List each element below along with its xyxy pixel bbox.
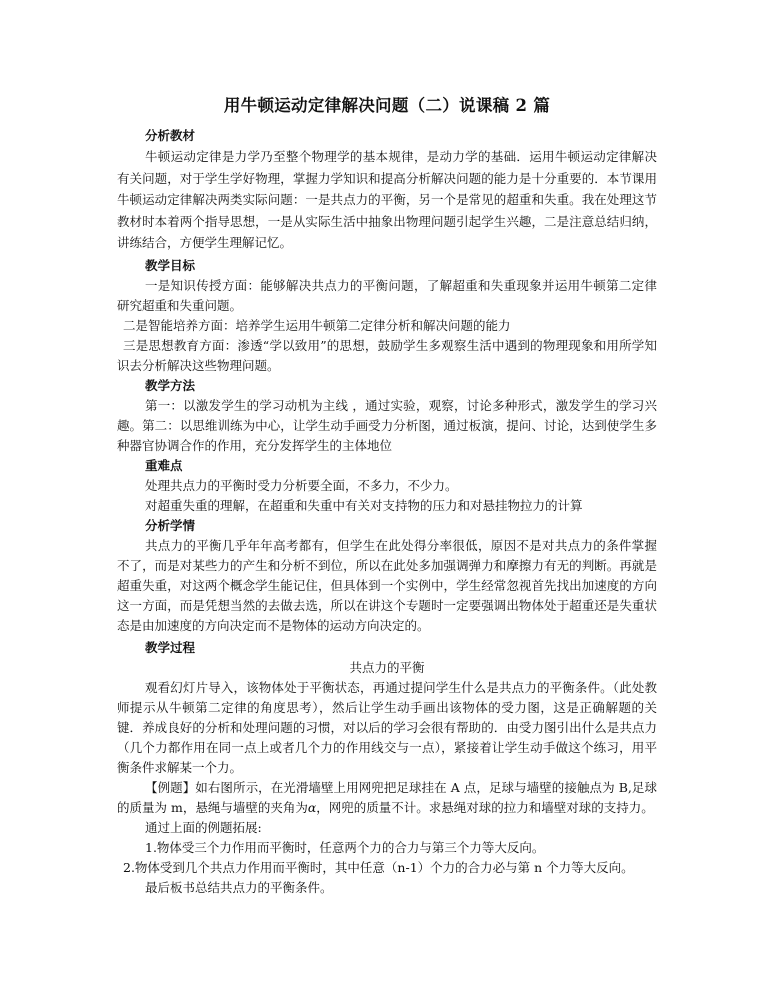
subsection-title: 共点力的平衡: [349, 659, 425, 675]
alpha-symbol: α: [307, 799, 317, 815]
document-page: [117, 92, 657, 898]
section-title-methods: 教学方法: [145, 377, 196, 393]
section-title-goals: 教学目标: [145, 257, 196, 273]
example-text: 【例题】如右图所示，在光滑墙壁上用网兜把足球挂在 A 点，足球与墙壁的接触点为 B,足球的质量为 m，悬绳与墙壁的夹角为: [117, 779, 657, 815]
paragraph: 二是智能培养方面：培养学生运用牛顿第二定律分析和解决问题的能力: [123, 317, 511, 333]
section-title-analysis: 分析教材: [145, 128, 196, 143]
paragraph: 对超重失重的理解，在超重和失重中有关对支持物的压力和对悬挂物拉力的计算: [145, 497, 583, 513]
document-title: 用牛顿运动定律解决问题（二）说课稿 2 篇: [223, 96, 551, 115]
paragraph: 一是知识传授方面：能够解决共点力的平衡问题，了解超重和失重现象并运用牛顿第二定律研究超重和失重问题。: [117, 277, 657, 313]
list-item: 1.物体受三个力作用而平衡时，任意两个力的合力与第三个力等大反向。: [145, 839, 545, 855]
paragraph: 观看幻灯片导入，该物体处于平衡状态，再通过提问学生什么是共点力的平衡条件。（此处教师提示从牛顿第二定律的角度思考），然后让学生动手画出该物体的受力图，这是正确解题的关键．养成良好的分析和处理问题的习惯，对以后的学习会很有帮助的．由受力图引出什么是共点力（几个力都作用在同一点上或者几个力的作用线交与一点），紧接着让学生动手做这个练习，用平衡条件求解某一个力。: [117, 679, 657, 775]
section-title-students: 分析学情: [145, 517, 196, 533]
example-text-end: ，网兜的质量不计。求悬绳对球的拉力和墙壁对球的支持力。: [316, 799, 654, 815]
list-item: 2.物体受到几个共点力作用而平衡时，其中任意（n-1）个力的合力必与第 n 个力等大反向。: [123, 859, 634, 875]
section-title-key-points: 重难点: [145, 457, 183, 473]
section-title-process: 教学过程: [145, 639, 196, 655]
paragraph: 通过上面的例题拓展:: [145, 819, 262, 835]
paragraph: 共点力的平衡几乎年年高考都有，但学生在此处得分率很低，原因不是对共点力的条件掌握不了，而是对某些力的产生和分析不到位，所以在此处多加强调弹力和摩擦力有无的判断。再就是超重失重，对这两个概念学生能记住，但具体到一个实例中，学生经常忽视首先找出加速度的方向这一方面，而是凭想当然的去做去选，所以在讲这个专题时一定要强调出物体处于超重还是失重状态是由加速度的方向决定而不是物体的运动方向决定的。: [117, 537, 657, 633]
example-paragraph: [117, 778, 657, 818]
paragraph: 第一：以激发学生的学习动机为主线 ，通过实验，观察，讨论多种形式，激发学生的学习兴趣。第二：以思维训练为中心，让学生动手画受力分析图，通过板演，提问、讨论，达到使学生多种器官协调合作的作用，充分发挥学生的主体地位: [117, 397, 657, 453]
paragraph: 牛顿运动定律是力学乃至整个物理学的基本规律，是动力学的基础．运用牛顿运动定律解决有关问题，对于学生学好物理，掌握力学知识和提高分析解决问题的能力是十分重要的．本节课用牛顿运动定律解决两类实际问题：一是共点力的平衡，另一个是常见的超重和失重。我在处理这节教材时本着两个指导思想，一是从实际生活中抽象出物理问题引起学生兴趣，二是注意总结归纳，讲练结合，方便学生理解记忆。: [117, 149, 657, 250]
paragraph: 三是思想教育方面：渗透“学以致用”的思想，鼓励学生多观察生活中遇到的物理现象和用所学知识去分析解决这些物理问题。: [117, 337, 657, 373]
paragraph: 处理共点力的平衡时受力分析要全面，不多力，不少力。: [145, 477, 458, 493]
paragraph: 最后板书总结共点力的平衡条件。: [145, 879, 333, 895]
